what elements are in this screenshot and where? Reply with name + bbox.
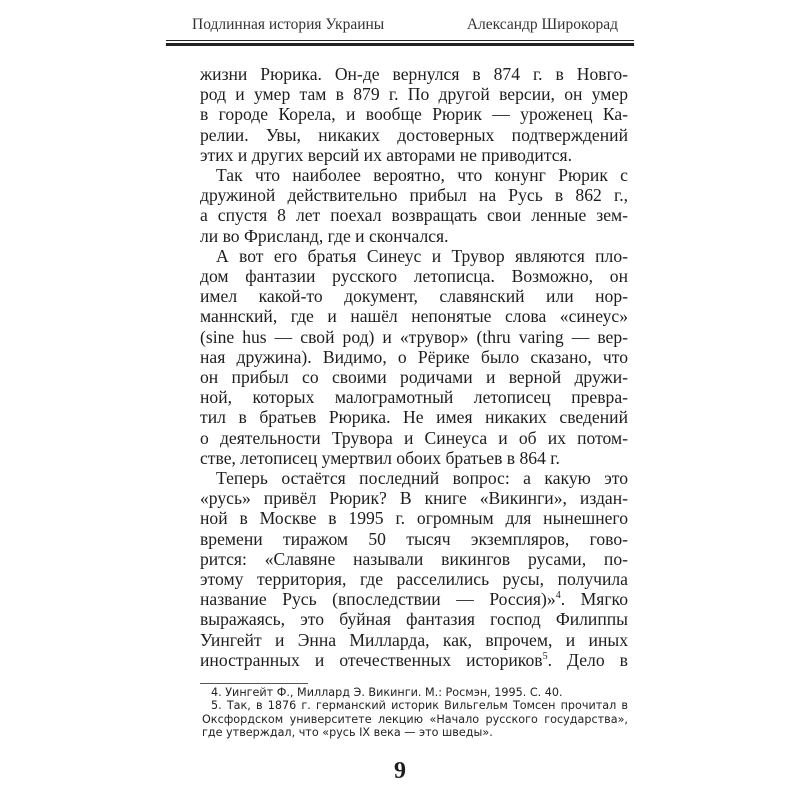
text-line [200, 327, 628, 347]
line-text: времени тиражом 50 тысяч экземпляров, гово- [200, 528, 628, 549]
line-text-after: . Мягко [560, 589, 629, 610]
line-text: (sine hus — свой род) и «трувор» (thru varing — вер- [200, 326, 628, 347]
author-name: Александр Широкорад [466, 16, 618, 33]
line-text: Так что наиболее вероятно, что конунг Рюрик с [216, 165, 628, 186]
text-line [200, 266, 628, 286]
footnotes [202, 686, 628, 739]
text-line [200, 468, 628, 488]
text-line [200, 428, 628, 448]
line-text: ной, которых малограмотный летописец превра- [200, 387, 628, 408]
text-line [200, 205, 628, 225]
line-text: релии. Увы, никаких достоверных подтверждений [200, 124, 628, 145]
text-line [200, 185, 628, 205]
text-line [200, 609, 628, 629]
line-text: род и умер там в 879 г. По другой версии, он умер [200, 84, 628, 105]
page-number: 9 [394, 758, 406, 784]
line-text: дом фантазии русского летописца. Возможно, он [200, 266, 628, 287]
text-line [200, 367, 628, 387]
line-text: ли во Фрисланд, где и скончался. [200, 225, 449, 246]
line-text: рится: «Славяне называли викингов русами, по- [200, 548, 628, 569]
header-rule-thick [166, 43, 634, 46]
text-line [200, 84, 628, 104]
line-text: этих и других версий их авторами не приводится. [200, 144, 573, 165]
line-text: тил в братьев Рюрика. Не имея никаких сведений [200, 407, 628, 428]
line-text: Теперь остаётся последний вопрос: а какую это [216, 468, 628, 489]
text-line [200, 407, 628, 427]
line-text: дружиной действительно прибыл на Русь в 862 г., [200, 185, 628, 206]
line-text: этому территория, где расселились русы, получила [200, 569, 628, 590]
line-text: в городе Корела, и вообще Рюрик — уроженец Ка- [200, 104, 628, 125]
header-rule-thin [166, 40, 634, 41]
text-line [200, 104, 628, 124]
text-line [200, 387, 628, 407]
text-line [200, 630, 628, 650]
text-line [200, 226, 628, 246]
text-line [200, 125, 628, 145]
footnote-separator [200, 683, 308, 684]
text-line [200, 64, 628, 84]
footnote-reference[interactable]: 4 [555, 590, 561, 602]
text-line [200, 650, 628, 670]
text-line [200, 488, 628, 508]
text-line [200, 145, 628, 165]
text-line [200, 286, 628, 306]
line-text: А вот его братья Синеус и Трувор являются пло- [216, 245, 628, 266]
line-text: маннский, где и нашёл непонятые слова «синеус» [200, 306, 628, 327]
line-text: ная дружина). Видимо, о Рёрике было сказано, что [200, 346, 628, 367]
text-line [200, 508, 628, 528]
text-line [200, 549, 628, 569]
text-line [200, 529, 628, 549]
line-text: Уингейт и Энна Милларда, как, впрочем, и иных [200, 629, 628, 650]
footnote-4: 4. Уингейт Ф., Миллард Э. Викинги. М.: Росмэн, 1995. С. 40. [211, 686, 563, 699]
body-text [200, 64, 628, 670]
text-line [200, 347, 628, 367]
line-text: имел какой-то документ, славянский или нор- [200, 286, 628, 307]
footnote-5: 5. Так, в 1876 г. германский историк Вильгельм Томсен прочитал в Оксфордском университете лекцию «Начало русского государства», где утверждал, что «русь IX века — это шведы». [202, 699, 628, 739]
line-text: ной в Москве в 1995 г. огромным для нынешнего [200, 508, 628, 529]
book-title: Подлинная история Украины [192, 16, 385, 33]
line-text: а спустя 8 лет поехал возвращать свои ленные зем- [200, 205, 628, 226]
line-text: жизни Рюрика. Он-де вернулся в 874 г. в Новго- [200, 64, 628, 84]
line-text: «русь» привёл Рюрик? В книге «Викинги», издан- [200, 488, 628, 509]
line-text: название Русь (впоследствии — Россия)» [200, 589, 556, 610]
text-line [200, 306, 628, 326]
footnote-reference[interactable]: 5 [542, 650, 548, 662]
line-text: стве, летописец умертвил обоих братьев в 864 г. [200, 447, 560, 468]
text-line [200, 589, 628, 609]
running-header [166, 16, 634, 38]
text-line [200, 569, 628, 589]
line-text: иностранных и отечественных историков [200, 649, 543, 670]
text-line [200, 448, 628, 468]
text-line [200, 246, 628, 266]
text-line [200, 165, 628, 185]
line-text: выражаясь, это буйная фантазия господ Филиппы [200, 609, 628, 630]
line-text: о деятельности Трувора и Синеуса и об их потом- [200, 427, 628, 448]
line-text: он прибыл со своими родичами и верной дружи- [200, 367, 628, 388]
line-text-after: . Дело в [547, 649, 628, 670]
